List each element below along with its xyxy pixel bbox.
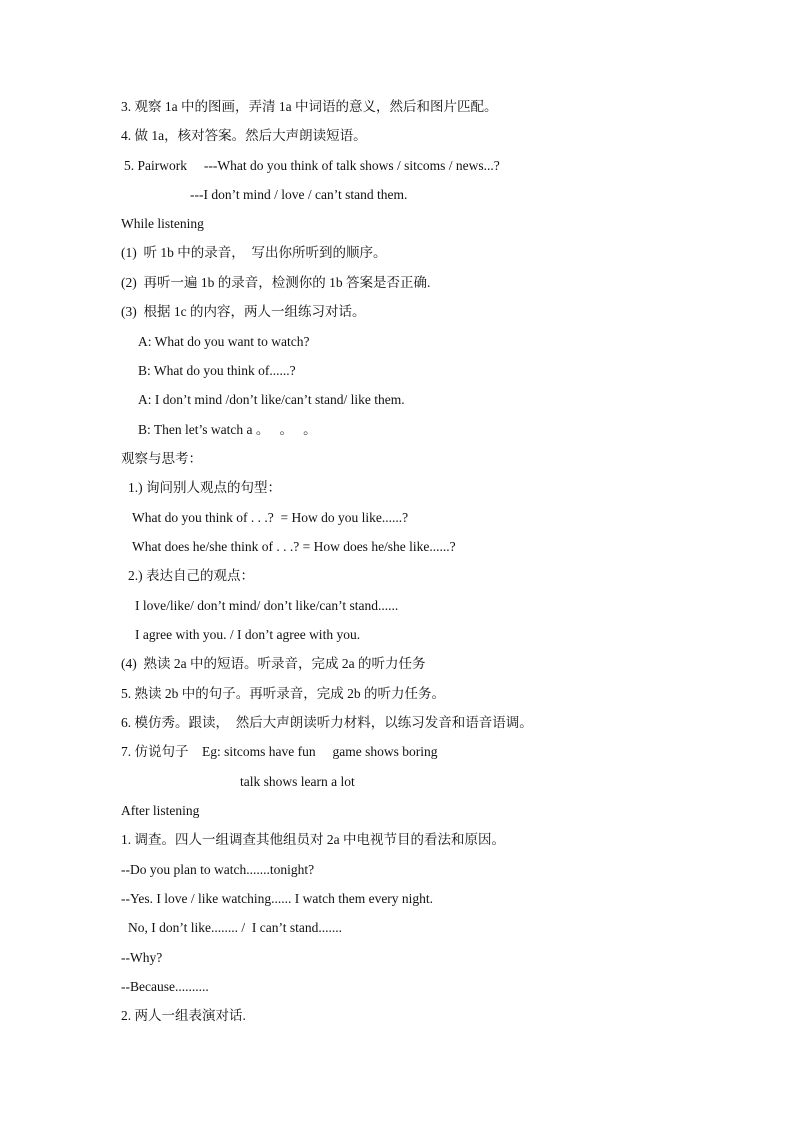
express-opinion-pattern-2: I agree with you. / I don’t agree with you.	[135, 627, 361, 642]
while-step-1: (1) 听 1b 中的录音， 写出你所听到的顺序。	[121, 245, 387, 260]
imitate-example-2: talk shows learn a lot	[240, 774, 355, 789]
dialogue-line-a2: A: I don’t mind /don’t like/can’t stand/ like them.	[138, 392, 405, 407]
heading-after-listening: After listening	[121, 803, 200, 818]
ask-opinion-pattern-2: What does he/she think of . . .? = How does he/she like......?	[132, 539, 456, 554]
after-step-1-survey: 1. 调查。四人一组调查其他组员对 2a 中电视节目的看法和原因。	[121, 832, 505, 847]
step-6-imitate: 6. 模仿秀。跟读， 然后大声朗读听力材料，以练习发音和语音语调。	[121, 715, 533, 730]
pairwork-answer: ---I don’t mind / love / can’t stand them.	[190, 187, 408, 202]
after-step-2-act: 2. 两人一组表演对话.	[121, 1008, 246, 1023]
survey-line-because: --Because..........	[121, 979, 209, 994]
survey-line-yes: --Yes. I love / like watching...... I watch them every night.	[121, 891, 434, 906]
express-opinion-pattern-1: I love/like/ don’t mind/ don’t like/can’t stand......	[135, 598, 399, 613]
dialogue-line-b2: B: Then let’s watch a 。 。 。	[138, 422, 317, 437]
dialogue-line-b1: B: What do you think of......?	[138, 363, 296, 378]
step-7-imitate-sentences: 7. 仿说句子 Eg: sitcoms have fun game shows boring	[121, 744, 438, 759]
while-step-4: (4) 熟读 2a 中的短语。听录音，完成 2a 的听力任务	[121, 656, 426, 671]
subheading-ask-opinion: 1.) 询问别人观点的句型：	[128, 480, 281, 495]
ask-opinion-pattern-1: What do you think of . . .? = How do you like......?	[132, 510, 409, 525]
step-5-read-2b: 5. 熟读 2b 中的句子。再听录音，完成 2b 的听力任务。	[121, 686, 445, 701]
survey-line-no: No, I don’t like........ / I can’t stand.......	[128, 920, 342, 935]
step-4-do-1a: 4. 做 1a，核对答案。然后大声朗读短语。	[121, 128, 367, 143]
subheading-express-opinion: 2.) 表达自己的观点：	[128, 568, 254, 583]
while-step-2: (2) 再听一遍 1b 的录音，检测你的 1b 答案是否正确.	[121, 275, 431, 290]
survey-line-question: --Do you plan to watch.......tonight?	[121, 862, 315, 877]
dialogue-line-a1: A: What do you want to watch?	[138, 334, 310, 349]
survey-line-why: --Why?	[121, 950, 163, 965]
while-step-3: (3) 根据 1c 的内容，两人一组练习对话。	[121, 304, 366, 319]
step-5-pairwork: 5. Pairwork ---What do you think of talk shows / sitcoms / news...?	[124, 158, 500, 173]
heading-while-listening: While listening	[121, 216, 204, 231]
heading-observe-think: 观察与思考：	[121, 451, 202, 466]
step-3-observe-1a: 3. 观察 1a 中的图画，弄清 1a 中词语的意义，然后和图片匹配。	[121, 99, 498, 114]
